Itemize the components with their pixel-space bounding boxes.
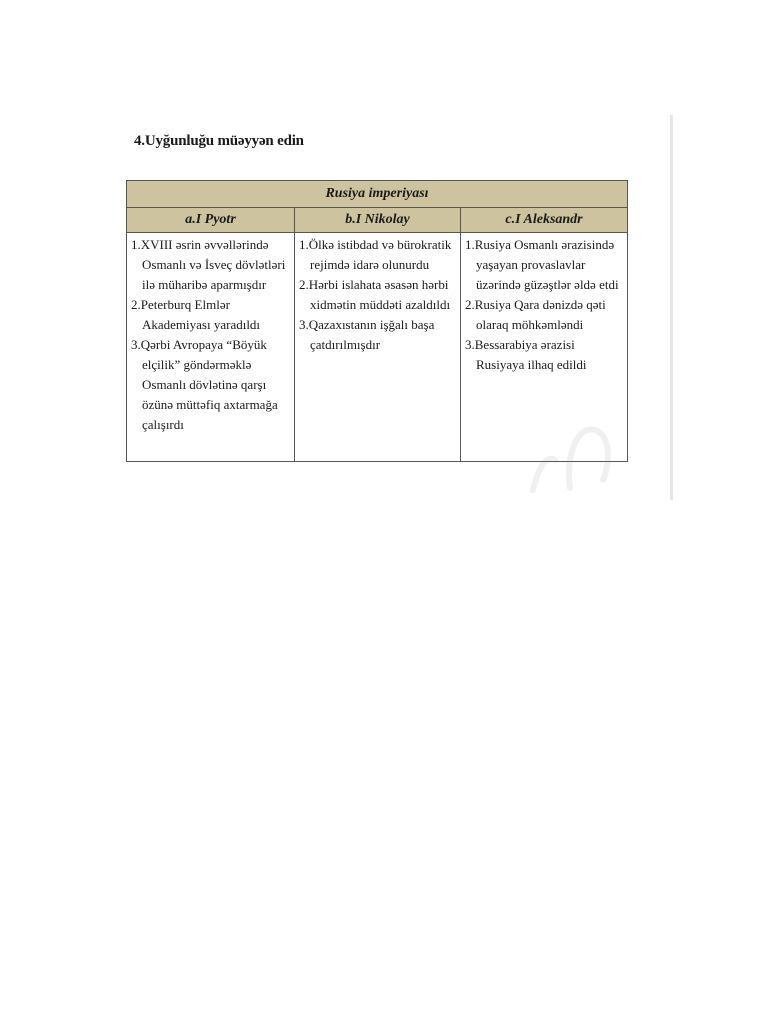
list-item: 1.XVIII əsrin əvvəllərində Osmanlı və İsveç dövlətləri ilə müharibə aparmışdır bbox=[131, 237, 286, 292]
list-item: 2.Rusiya Qara dənizdə qəti olaraq möhkəmləndi bbox=[465, 297, 606, 332]
list-item: 1.Rusiya Osmanlı ərazisində yaşayan provaslavlar üzərində güzəştlər əldə etdi bbox=[465, 237, 619, 292]
list-item: 3.Qazaxıstanın işğalı başa çatdırılmışdır bbox=[299, 317, 435, 352]
list-item: 2.Hərbi islahata əsasən hərbi xidmətin müddəti azaldıldı bbox=[299, 277, 451, 312]
list-item: 1.Ölkə istibdad və bürokratik rejimdə idarə olunurdu bbox=[299, 237, 452, 272]
column-header-aleksandr: c.I Aleksandr bbox=[461, 208, 628, 233]
list-item: 2.Peterburq Elmlər Akademiyası yaradıldı bbox=[131, 297, 261, 332]
page-edge-line bbox=[670, 115, 673, 500]
watermark-logo-icon bbox=[525, 410, 615, 495]
column-header-nikolay: b.I Nikolay bbox=[295, 208, 461, 233]
list-item: 3.Qərbi Avropaya “Böyük elçilik” göndərməklə Osmanlı dövlətinə qarşı özünə müttəfiq axtarmağa çalışırdı bbox=[131, 337, 278, 432]
column-cell-nikolay bbox=[295, 233, 461, 462]
table-header-empire: Rusiya imperiyası bbox=[127, 181, 628, 208]
task-title: 4.Uyğunluğu müəyyən edin bbox=[134, 133, 304, 149]
list-item: 3.Bessarabiya ərazisi Rusiyaya ilhaq edildi bbox=[465, 337, 587, 372]
column-cell-pyotr bbox=[127, 233, 295, 462]
column-header-pyotr: a.I Pyotr bbox=[127, 208, 295, 233]
